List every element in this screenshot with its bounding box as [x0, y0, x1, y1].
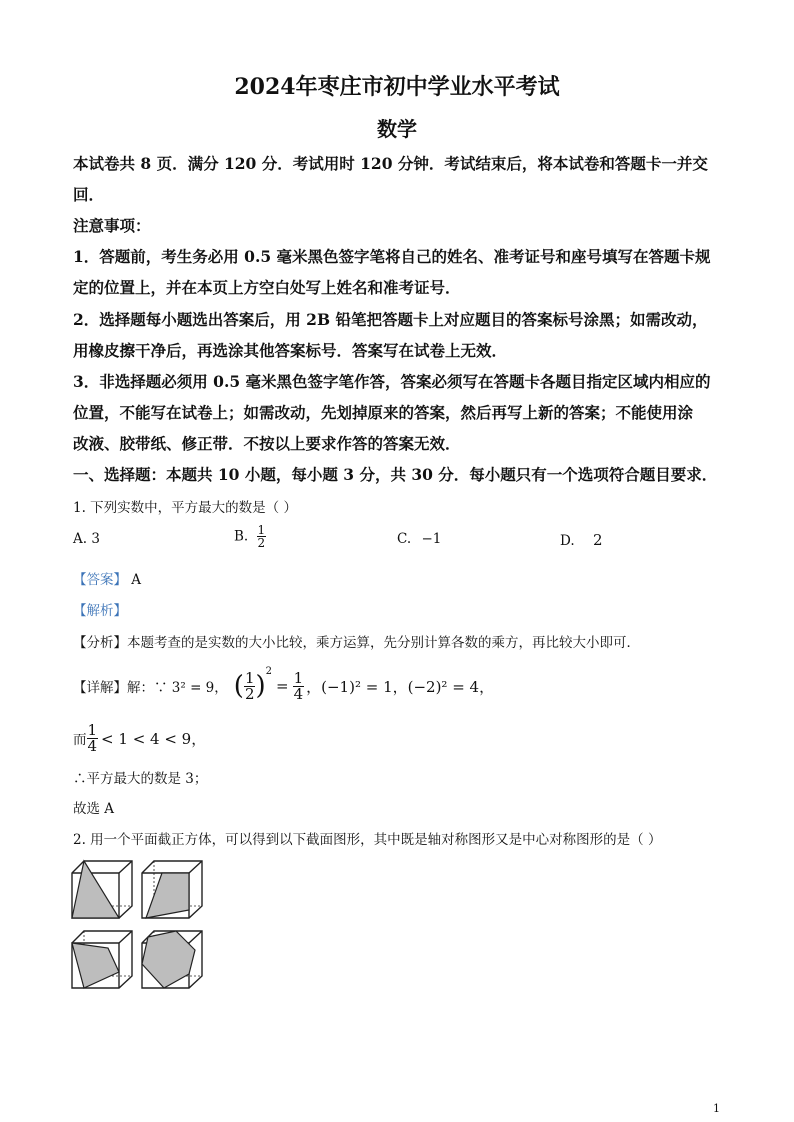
detail-rhs-fraction [293, 668, 305, 703]
answer-bracket-open: 【 [73, 572, 87, 588]
q1-choice: 故选 A [73, 801, 115, 817]
page-title: 2024年枣庄市初中学业水平考试 [234, 74, 560, 100]
detail-fraction-denominator: 2 [244, 684, 255, 703]
compare-lead: 而 [73, 732, 87, 748]
detail-part-2: ，(−1)² = 1，(−2)² = 4， [306, 677, 495, 696]
q1-option-b-fraction [257, 524, 267, 549]
detail-lead: 解：∵ 3² = 9， [127, 680, 228, 696]
intro-line-2: 回． [73, 185, 105, 204]
q1-option-b-label: B. [234, 528, 249, 545]
q1-option-a-value: 3 [91, 531, 100, 547]
cube-figure-3 [70, 928, 134, 992]
detail-tag: 【详解】 [73, 680, 127, 696]
note-3-line-3: 改液、胶带纸、修正带．不按以上要求作答的答案无效． [73, 434, 461, 453]
detail-paren-close: ) [255, 671, 266, 701]
q1-detail [73, 664, 494, 708]
q1-option-a-label: A. [73, 531, 88, 547]
analysis-bracket-close: 】 [113, 603, 127, 619]
detail-fraction [244, 668, 256, 703]
q1-option-d-label: D. [560, 533, 575, 549]
q1-option-d-value: 2 [592, 531, 603, 549]
note-2-line-1: 2．选择题每小题选出答案后，用 2B 铅笔把答题卡上对应题目的答案标号涂黑；如需改动， [73, 310, 708, 329]
q1-option-b [234, 524, 266, 549]
detail-paren-open: ( [233, 671, 244, 701]
note-1-line-1: 1．答题前，考生务必用 0.5 毫米黑色签字笔将自己的姓名、准考证号和座号填写在答题卡规 [73, 247, 711, 266]
detail-fraction-numerator: 1 [244, 668, 255, 687]
q1-option-a [73, 531, 100, 547]
compare-rest: < 1 < 4 < 9， [101, 729, 207, 748]
note-1-line-2: 定的位置上，并在本页上方空白处写上姓名和准考证号． [73, 278, 461, 297]
q1-option-b-denominator: 2 [257, 536, 266, 550]
compare-denominator: 4 [87, 736, 98, 755]
intro-line-1: 本试卷共 8 页．满分 120 分．考试用时 120 分钟．考试结束后，将本试卷和答题卡一并交 [73, 154, 708, 173]
answer-value: A [131, 572, 142, 588]
answer-bracket-close: 】 [113, 572, 127, 588]
cube-figure-1 [70, 858, 134, 922]
fenxi-tag: 【分析】 [73, 635, 127, 651]
notes-heading: 注意事项： [73, 216, 151, 235]
q1-option-c-label: C. [397, 531, 412, 547]
answer-tag: 答案 [86, 572, 114, 588]
detail-exponent: 2 [265, 666, 273, 677]
cube-figure-2 [140, 858, 204, 922]
page-number: 1 [713, 1102, 720, 1115]
q1-analysis-label [73, 599, 127, 619]
subject-title: 数学 [377, 117, 417, 141]
note-3-line-2: 位置，不能写在试卷上；如需改动，先划掉原来的答案，然后再写上新的答案；不能使用涂 [73, 403, 694, 422]
analysis-tag: 解析 [86, 603, 114, 619]
note-3-line-1: 3．非选择题必须用 0.5 毫米黑色签字笔作答，答案必须写在答题卡各题目指定区域内相应的 [73, 372, 711, 391]
q1-compare [73, 718, 206, 758]
analysis-bracket-open: 【 [73, 603, 87, 619]
detail-rhs-numerator: 1 [293, 668, 304, 687]
section-1-heading: 一、选择题：本题共 10 小题，每小题 3 分，共 30 分．每小题只有一个选项符合题目要求． [73, 465, 718, 484]
q1-option-d [560, 531, 602, 549]
fenxi-text: 本题考查的是实数的大小比较，乘方运算，先分别计算各数的乘方，再比较大小即可． [127, 635, 640, 651]
q1-fenxi [73, 631, 640, 651]
q1-conclusion: ∴平方最大的数是 3； [73, 771, 208, 787]
q2-stem: 2. 用一个平面截正方体，可以得到以下截面图形，其中既是轴对称图形又是中心对称图形的是（ ） [73, 832, 662, 848]
q1-answer [73, 568, 141, 588]
compare-numerator: 1 [87, 720, 98, 739]
compare-fraction [87, 720, 99, 755]
detail-equals: = [276, 677, 289, 695]
q1-option-b-numerator: 1 [257, 523, 266, 537]
note-2-line-2: 用橡皮擦干净后，再选涂其他答案标号．答案写在试卷上无效． [73, 341, 508, 360]
q1-option-c-value: −1 [421, 531, 442, 547]
detail-rhs-denominator: 4 [293, 684, 304, 703]
q1-stem: 1. 下列实数中，平方最大的数是（ ） [73, 500, 297, 516]
cube-figure-4 [140, 928, 204, 992]
q1-option-c [397, 531, 441, 547]
